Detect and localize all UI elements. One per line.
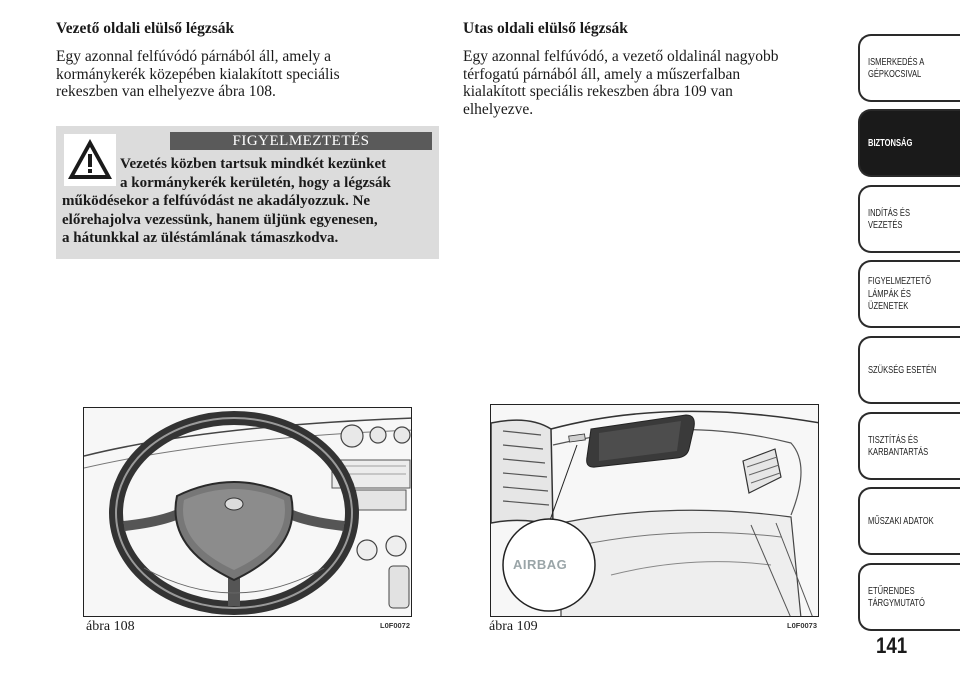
tab-label-line: ETŰRENDES (868, 584, 915, 597)
paragraph-line: térfogatú párnából áll, amely a műszerfalban (463, 65, 741, 83)
paragraph-line: kialakított speciális rekeszben ábra 109 van (463, 83, 733, 100)
figure-caption: ábra 109 (489, 619, 538, 634)
right-column (463, 20, 833, 118)
page-number: 141 (876, 633, 908, 658)
tab-label (868, 515, 959, 528)
tab-biztonsag[interactable] (858, 109, 960, 177)
tab-targymutato[interactable] (858, 563, 960, 631)
tab-label (868, 56, 946, 81)
warning-line: a kormánykerék kerületén, hogy a légzsák (120, 174, 391, 191)
chapter-tabs (858, 20, 960, 640)
passenger-airbag-paragraph (463, 48, 833, 118)
tab-label (868, 207, 926, 232)
warning-header: FIGYELMEZTETÉS (170, 132, 432, 150)
figure-code: L0F0072 (380, 621, 411, 630)
paragraph-line: rekeszben van elhelyezve ábra 108. (56, 83, 276, 100)
paragraph-line: kormánykerék közepében kialakított speciális (56, 65, 340, 83)
warning-text (62, 155, 434, 248)
tab-label-line: SZÜKSÉG ESETÉN (868, 363, 937, 376)
tab-label-line: KARBANTARTÁS (868, 446, 929, 458)
driver-airbag-heading: Vezető oldali elülső légzsák (56, 20, 235, 37)
tab-ismerkedes[interactable] (858, 34, 960, 102)
tab-label (868, 137, 930, 150)
warning-line: a hátunkkal az üléstámlának támaszkodva. (62, 230, 339, 246)
warning-line: Vezetés közben tartsuk mindkét kezünket (120, 156, 387, 172)
tab-figyelmezteto[interactable] (858, 260, 960, 328)
passenger-airbag-illustration (491, 405, 819, 617)
warning-line: előrehajolva vezessünk, hanem üljünk egyenesen, (62, 211, 378, 228)
tab-inditas[interactable] (858, 185, 960, 253)
tab-label-line: TISZTÍTÁS ÉS (868, 433, 918, 446)
steering-wheel-illustration (84, 408, 412, 617)
passenger-airbag-heading: Utas oldali elülső légzsák (463, 20, 628, 37)
tab-szukseg[interactable] (858, 336, 960, 404)
airbag-label: AIRBAG (513, 557, 568, 572)
tab-label-line: TÁRGYMUTATÓ (868, 597, 925, 609)
tab-label (868, 275, 956, 313)
paragraph-line: Egy azonnal felfúvódó, a vezető oldalinál nagyobb (463, 48, 779, 65)
figure-code: L0F0073 (787, 621, 818, 630)
tab-label-line: ISMERKEDÉS A (868, 55, 925, 68)
driver-airbag-paragraph (56, 48, 440, 101)
figure-108-steering-wheel (83, 407, 412, 617)
tab-label-line: GÉPKOCSIVAL (868, 68, 922, 80)
figure-caption: ábra 108 (86, 619, 135, 634)
tab-label (868, 434, 952, 459)
tab-muszaki[interactable] (858, 487, 960, 555)
tab-label-line: MŰSZAKI ADATOK (868, 514, 934, 527)
tab-tisztitas[interactable] (858, 412, 960, 480)
warning-box (56, 126, 439, 259)
tab-label-line: ÜZENETEK (868, 300, 909, 313)
paragraph-line: Egy azonnal felfúvódó párnából áll, amely a (56, 48, 332, 65)
left-column (56, 20, 440, 101)
figure-109-passenger-airbag (490, 404, 819, 617)
tab-label-line: VEZETÉS (868, 219, 903, 231)
warning-line: működésekor a felfúvódást ne akadályozzuk. Ne (62, 193, 371, 209)
tab-label (868, 364, 960, 377)
tab-label (868, 585, 947, 610)
tab-label-line: INDÍTÁS ÉS (868, 206, 911, 219)
tab-label-line: LÁMPÁK ÉS (868, 287, 911, 300)
tab-label-line: BIZTONSÁG (868, 136, 913, 149)
paragraph-line: elhelyezve. (463, 100, 534, 118)
tab-label-line: FIGYELMEZTETŐ (868, 275, 932, 288)
